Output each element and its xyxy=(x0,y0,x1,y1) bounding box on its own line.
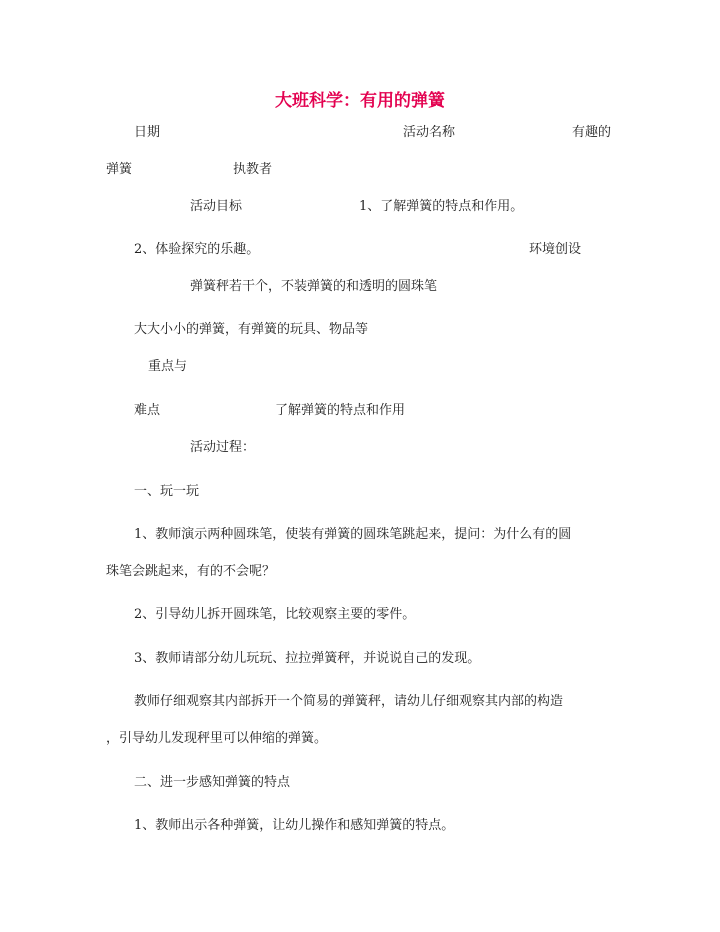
teacher-label: 执教者 xyxy=(233,162,273,177)
section-heading-1: 一、玩一玩 xyxy=(134,484,200,499)
document-title: 大班科学：有用的弹簧 xyxy=(275,91,445,111)
step-1-line-2: 珠笔会跳起来，有的不会呢？ xyxy=(106,564,276,579)
step-1-line-1: 1、教师演示两种圆珠笔，使装有弹簧的圆珠笔跳起来，提问：为什么有的圆 xyxy=(134,527,572,542)
paragraph-line-2: ，引导幼儿发现秤里可以伸缩的弹簧。 xyxy=(106,731,328,746)
goal-item-2: 2、体验探究的乐趣。 xyxy=(134,242,260,257)
section-heading-2: 二、进一步感知弹簧的特点 xyxy=(134,775,291,790)
paragraph-line-1: 教师仔细观察其内部拆开一个简易的弹簧秤，请幼儿仔细观察其内部的构造 xyxy=(134,694,564,709)
key-point-label: 重点与 xyxy=(148,359,188,374)
activity-name-label: 活动名称 xyxy=(403,125,456,140)
difficulty-label: 难点 xyxy=(134,403,161,418)
step-3: 3、教师请部分幼儿玩玩、拉拉弹簧秤，并说说自己的发现。 xyxy=(134,651,481,666)
environment-item-2: 大大小小的弹簧，有弹簧的玩具、物品等 xyxy=(134,322,369,337)
activity-name-value: 有趣的 xyxy=(572,125,612,140)
environment-item-1: 弹簧秤若干个，不装弹簧的和透明的圆珠笔 xyxy=(190,279,438,294)
goal-item-1: 1、了解弹簧的特点和作用。 xyxy=(359,199,524,214)
date-label: 日期 xyxy=(134,125,161,140)
key-point-value: 了解弹簧的特点和作用 xyxy=(275,403,406,418)
activity-name-value-continued: 弹簧 xyxy=(106,162,133,177)
step-2: 2、引导幼儿拆开圆珠笔，比较观察主要的零件。 xyxy=(134,607,416,622)
environment-label: 环境创设 xyxy=(529,242,582,257)
step-4: 1、教师出示各种弹簧，让幼儿操作和感知弹簧的特点。 xyxy=(134,818,455,833)
goal-label: 活动目标 xyxy=(190,199,243,214)
process-label: 活动过程： xyxy=(190,440,256,455)
